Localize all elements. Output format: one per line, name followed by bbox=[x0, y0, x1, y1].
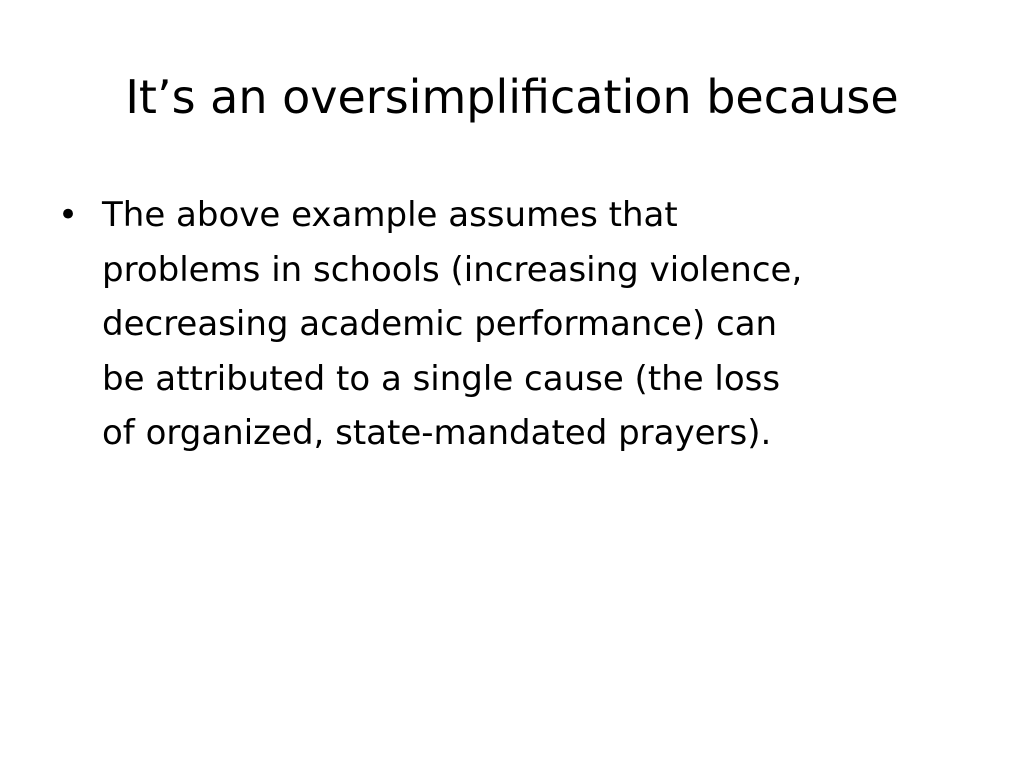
bullet-line: of organized, state-mandated prayers). bbox=[102, 413, 772, 453]
bullet-line: The above example assumes that bbox=[102, 195, 678, 235]
bullet-list bbox=[58, 188, 968, 461]
bullet-icon: • bbox=[58, 195, 79, 235]
slide-title: It’s an oversimplification because bbox=[125, 70, 899, 124]
bullet-line: be attributed to a single cause (the loss bbox=[102, 358, 781, 399]
bullet-item bbox=[58, 188, 968, 461]
bullet-line: problems in schools (increasing violence, bbox=[102, 249, 803, 290]
bullet-line: decreasing academic performance) can bbox=[102, 304, 778, 344]
bullet-text bbox=[102, 188, 968, 461]
